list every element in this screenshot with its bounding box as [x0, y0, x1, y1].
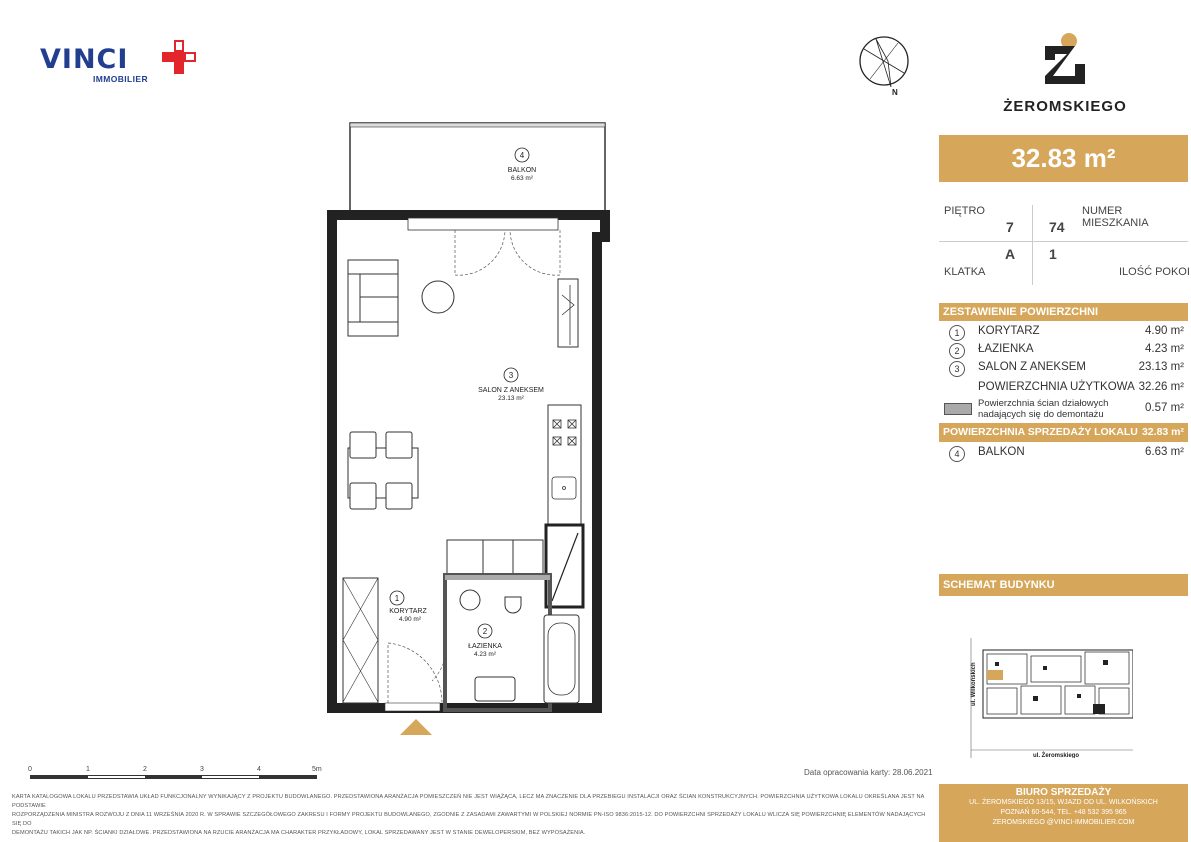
scale-tick-label: 1	[86, 766, 90, 773]
plan-salon-name: SALON Z ANEKSEM	[478, 387, 544, 394]
areas-section-title: ZESTAWIENIE POWIERZCHNI	[939, 303, 1188, 321]
scale-tick-label: 0	[28, 766, 32, 773]
room-name: KORYTARZ	[978, 325, 1040, 337]
walls-row	[939, 397, 1188, 421]
sales-office-title: BIURO SPRZEDAŻY	[1015, 787, 1112, 798]
vinci-logo	[40, 38, 210, 98]
total-area-badge: 32.83 m²	[939, 135, 1188, 182]
sale-area-label: POWIERZCHNIA SPRZEDAŻY LOKALU	[943, 426, 1138, 438]
vinci-subtitle: IMMOBILIER	[93, 74, 148, 84]
street-label-vertical: ul. Wilkońskich	[971, 662, 977, 706]
room-number: 1	[949, 325, 965, 341]
apartment-label: NUMER MIESZKANIA	[1082, 205, 1149, 229]
area-row	[939, 360, 1188, 378]
apartment-value: 74	[1049, 219, 1065, 235]
disclaimer	[12, 793, 932, 838]
sales-office-box	[939, 784, 1188, 842]
scale-tick-label: 3	[200, 766, 204, 773]
room-area: 4.23 m²	[1145, 343, 1184, 355]
walls-label-line-1: Powierzchnia ścian działowych	[978, 398, 1109, 409]
floor-label: PIĘTRO	[944, 205, 985, 217]
disclaimer-line: DEMONTAŻU TAKICH JAK NP. ŚCIANKI DZIAŁOWE. PRZEDSTAWIONA NA RZUCIE ARANŻACJA MA CHARAKTER PRZYKŁADOWY, LOKAL SPRZEDAWANY JEST W STANIE DEWELOPERSKIM, BEZ WYPOSAŻENIA.	[12, 830, 586, 836]
disclaimer-line: ROZPORZĄDZENIA MINISTRA ROZWOJU Z DNIA 11 WRZEŚNIA 2020 R. W SPRAWIE SZCZEGÓŁOWEGO ZAKRESU I FORMY PROJEKTU BUDOWLANEGO, ZGODNIE Z ZASADAMI ZAWARTYMI W POLSKIEJ NORMIE PN-ISO 9836:2015-12. DO POWIERZCHNI SPRZEDAŻY LOKALU WLICZA SIĘ POWIERZCHNIĘ ELEMENTÓW NADAJĄCYCH SIĘ DO	[12, 812, 926, 827]
room-name: BALKON	[978, 446, 1025, 458]
room-area: 4.90 m²	[1145, 325, 1184, 337]
plan-lazienka-number: 2	[482, 627, 488, 636]
walls-area-value: 0.57 m²	[1145, 402, 1184, 414]
zeromskiego-logo-icon	[1043, 32, 1087, 86]
area-row	[939, 324, 1188, 342]
sale-area-bar	[939, 423, 1188, 442]
floor-value: 7	[1006, 219, 1014, 235]
room-name: ŁAZIENKA	[978, 343, 1034, 355]
grid-divider	[1032, 205, 1033, 285]
plan-balcony-name: BALKON	[507, 167, 537, 174]
scale-tick-label: 4	[257, 766, 261, 773]
grid-divider	[939, 241, 1188, 242]
room-area: 6.63 m²	[1145, 446, 1184, 458]
plan-lazienka-name: ŁAZIENKA	[468, 643, 502, 650]
sales-office-address: UL. ŻEROMSKIEGO 13/15, WJAZD OD UL. WILKOŃSKICH	[969, 799, 1158, 806]
sales-office-phone[interactable]: POZNAŃ 60-544, TEL. +48 532 395 965	[1000, 809, 1127, 816]
schema-section-title: SCHEMAT BUDYNKU	[939, 574, 1188, 596]
floor-plan	[320, 115, 620, 745]
room-number: 2	[949, 343, 965, 359]
vinci-cross-icon	[158, 38, 200, 80]
plan-salon-area: 23.13 m²	[498, 395, 524, 402]
staircase-label: KLATKA	[944, 266, 986, 278]
compass-north-label: N	[892, 88, 898, 97]
balcony-row	[939, 445, 1188, 463]
street-label-horizontal: ul. Żeromskiego	[1033, 753, 1080, 758]
staircase-value: A	[1005, 246, 1016, 262]
preparation-date: Data opracowania karty: 28.06.2021	[804, 768, 933, 777]
plan-korytarz-area: 4.90 m²	[398, 616, 422, 623]
plan-salon-number: 3	[508, 371, 514, 380]
scale-tick-label: 2	[143, 766, 147, 773]
project-name: ŻEROMSKIEGO	[1003, 98, 1127, 115]
rooms-label: ILOŚĆ POKOI	[1119, 266, 1190, 278]
scale-bar	[30, 766, 320, 784]
room-number: 3	[949, 361, 965, 377]
plan-lazienka-area: 4.23 m²	[473, 651, 497, 658]
building-schema-map	[943, 638, 1133, 758]
scale-tick-label: 5m	[312, 766, 322, 773]
room-number: 4	[949, 446, 965, 462]
rooms-value: 1	[1049, 246, 1057, 262]
plan-korytarz-number: 1	[394, 594, 400, 603]
disclaimer-line: KARTA KATALOGOWA LOKALU PRZEDSTAWIA UKŁAD FUNKCJONALNY WYNIKAJĄCY Z PROJEKTU BUDOWLANEGO. PRZEDSTAWIONA ARANŻACJA POMIESZCZEŃ NIE JEST WIĄŻĄCA, LECZ MA ZNACZENIE DLA PRZEBIEGU INSTALACJI ORAZ ŚCIAN KONSTRUKCYJNYCH. POWIERZCHNIA UŻYTKOWA LOKALU OKREŚLANA JEST NA PODSTAWIE	[12, 794, 925, 809]
plan-balcony-number: 4	[519, 151, 525, 160]
usable-area-value: 32.26 m²	[1138, 381, 1184, 393]
area-row	[939, 342, 1188, 360]
walls-label-line-2: nadających się do demontażu	[978, 409, 1104, 420]
room-name: SALON Z ANEKSEM	[978, 361, 1087, 373]
sale-area-value: 32.83 m²	[1141, 426, 1184, 438]
usable-area-label: POWIERZCHNIA UŻYTKOWA	[978, 381, 1135, 393]
usable-area-row	[939, 380, 1188, 398]
north-arrow-icon	[858, 35, 910, 97]
walls-legend-swatch	[944, 403, 972, 415]
plan-balcony-area: 6.63 m²	[510, 175, 534, 182]
room-area: 23.13 m²	[1138, 361, 1184, 373]
sales-office-email[interactable]: ZEROMSKIEGO @VINCI-IMMOBILIER.COM	[992, 819, 1135, 826]
vinci-wordmark: VINCI	[40, 44, 129, 75]
plan-korytarz-name: KORYTARZ	[389, 608, 427, 615]
